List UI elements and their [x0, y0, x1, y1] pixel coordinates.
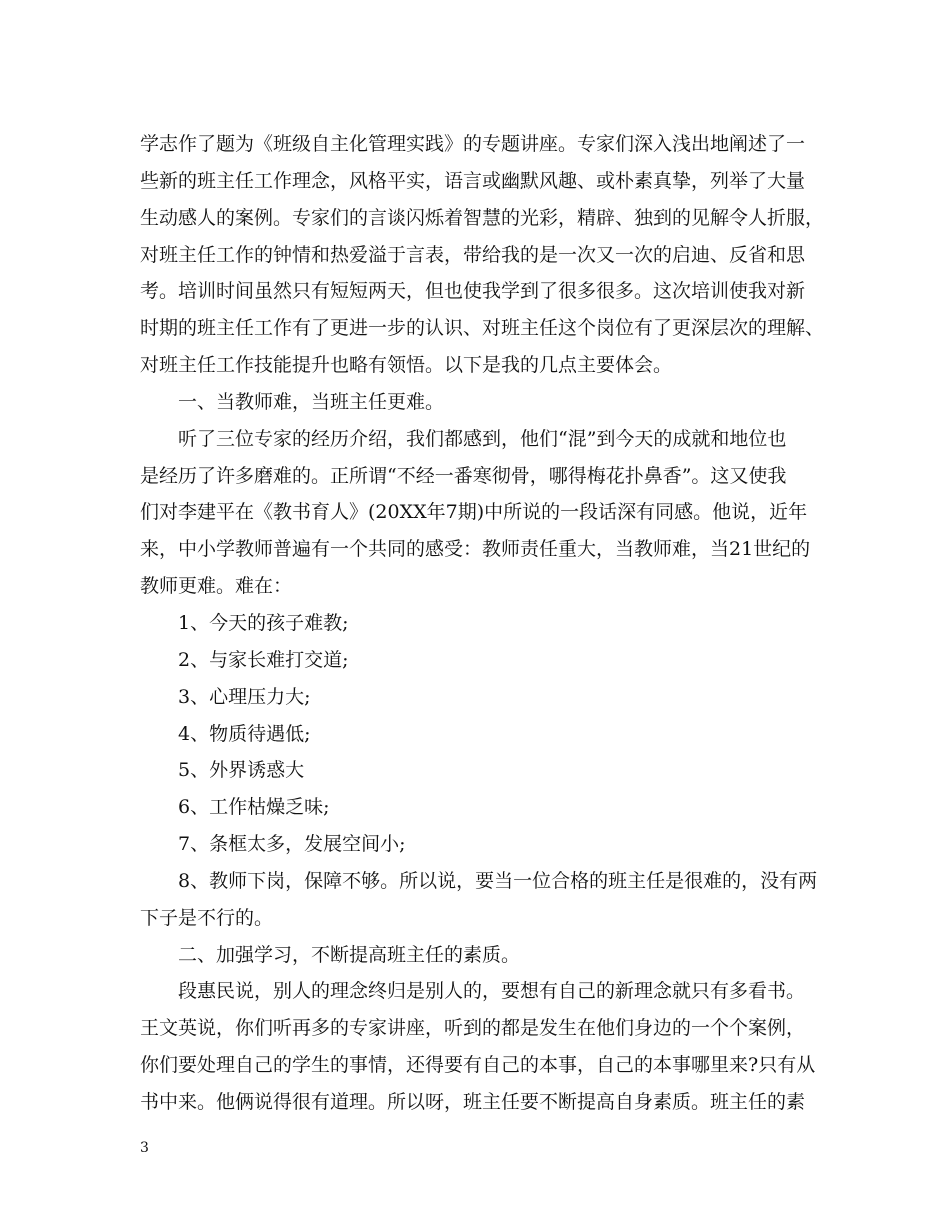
section-heading: 二、加强学习，不断提高班主任的素质。 — [178, 943, 521, 966]
text-line: 段惠民说，别人的理念终归是别人的，要想有自己的新理念就只有多看书。 — [178, 980, 806, 1003]
text-line: 听了三位专家的经历介绍，我们都感到，他们“混”到今天的成就和地位也 — [178, 427, 787, 450]
text-line: 生动感人的案例。专家们的言谈闪烁着智慧的光彩，精辟、独到的见解令人折服， — [140, 206, 825, 229]
text-line: 书中来。他俩说得很有道理。所以呀，班主任要不断提高自身素质。班主任的素 — [140, 1090, 806, 1113]
list-item: 4、物质待遇低; — [178, 722, 311, 745]
list-item: 5、外界诱惑大 — [178, 759, 305, 782]
text-line: 时期的班主任工作有了更进一步的认识、对班主任这个岗位有了更深层次的理解、 — [140, 317, 825, 340]
list-item: 6、工作枯燥乏味; — [178, 796, 330, 819]
text-line: 是经历了许多磨难的。正所谓“不经一番寒彻骨，哪得梅花扑鼻香”。这又使我 — [140, 464, 787, 487]
page-number: 3 — [140, 1140, 149, 1156]
text-line: 学志作了题为《班级自主化管理实践》的专题讲座。专家们深入浅出地阐述了一 — [140, 133, 806, 155]
list-item: 1、今天的孩子难教; — [178, 611, 349, 634]
list-item: 2、与家长难打交道; — [178, 648, 349, 671]
section-heading: 一、当教师难，当班主任更难。 — [178, 390, 445, 413]
text-line: 教师更难。难在： — [140, 575, 293, 598]
text-line: 下子是不行的。 — [140, 906, 274, 929]
text-line: 王文英说，你们听再多的专家讲座，听到的都是发生在他们身边的一个个案例， — [140, 1017, 806, 1040]
text-line: 对班主任工作的钟情和热爱溢于言表，带给我的是一次又一次的启迪、反省和思 — [140, 243, 806, 266]
body-text — [140, 126, 825, 1121]
list-item: 3、心理压力大; — [178, 685, 311, 708]
text-line: 来，中小学教师普遍有一个共同的感受：教师责任重大，当教师难，当21世纪的 — [140, 538, 811, 561]
text-line: 些新的班主任工作理念，风格平实，语言或幽默风趣、或朴素真挚，列举了大量 — [140, 169, 806, 192]
list-item: 8、教师下岗，保障不够。所以说，要当一位合格的班主任是很难的，没有两 — [178, 869, 818, 892]
text-line: 考。培训时间虽然只有短短两天，但也使我学到了很多很多。这次培训使我对新 — [140, 280, 806, 303]
text-line: 你们要处理自己的学生的事情，还得要有自己的本事，自己的本事哪里来?只有从 — [140, 1054, 816, 1077]
text-line: 对班主任工作技能提升也略有领悟。以下是我的几点主要体会。 — [140, 354, 673, 377]
text-line: 们对李建平在《教书育人》(20XX年7期)中所说的一段话深有同感。他说，近年 — [140, 501, 808, 524]
list-item: 7、条框太多，发展空间小; — [178, 833, 406, 856]
